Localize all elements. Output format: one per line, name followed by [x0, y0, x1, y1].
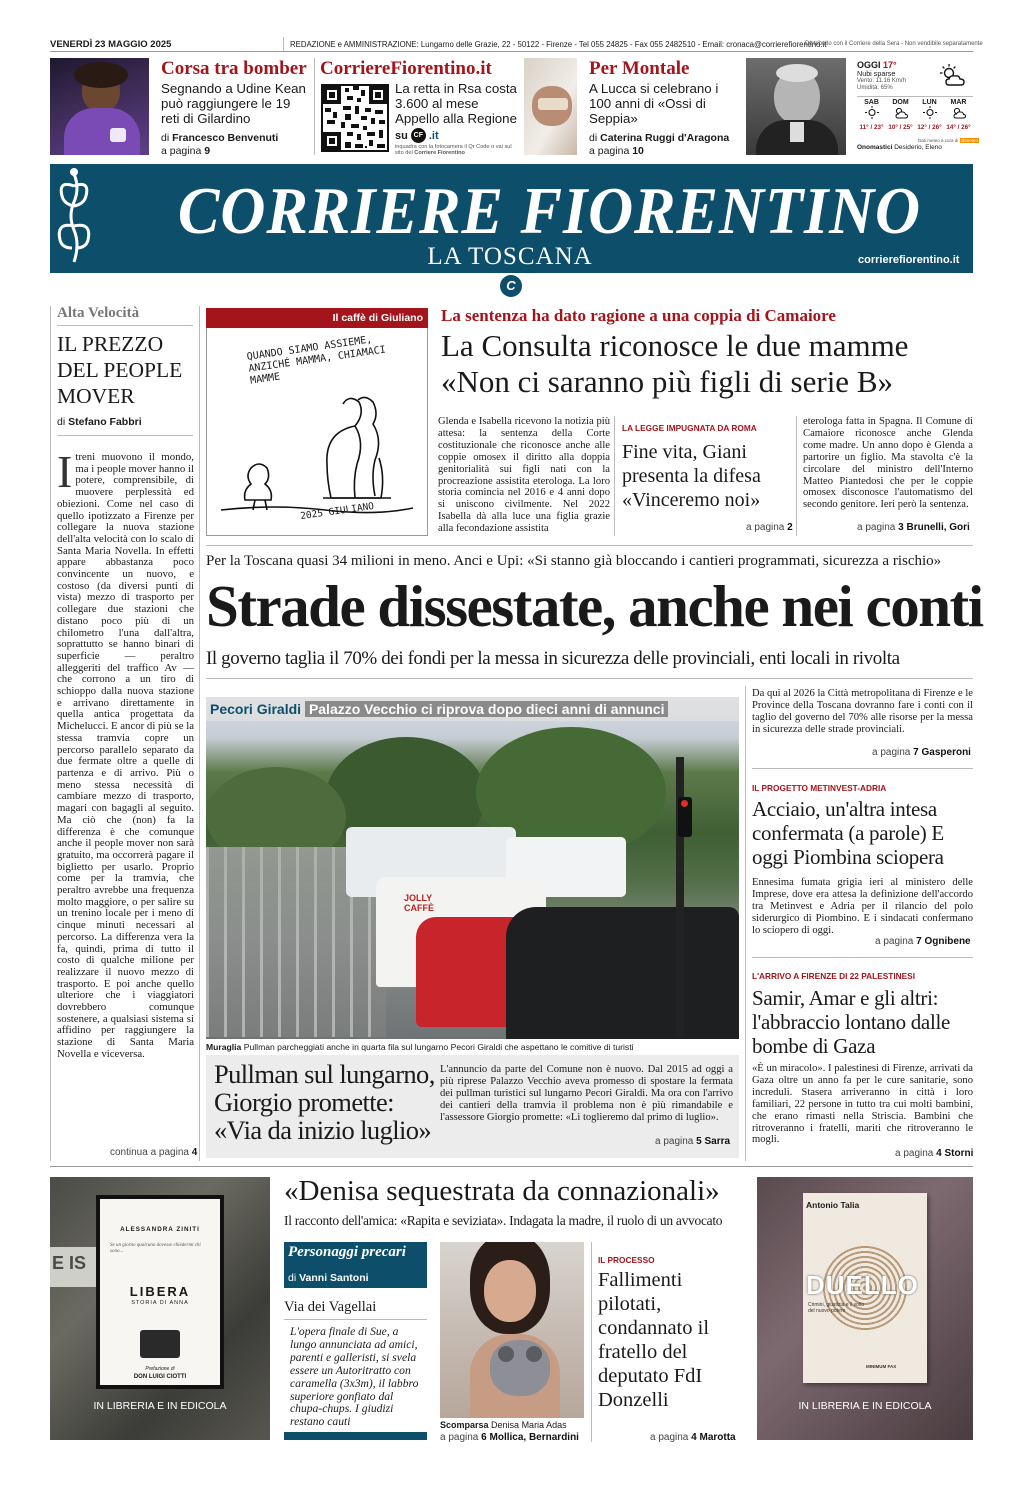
precari-author: Vanni Santoni	[299, 1272, 369, 1284]
van-logo-text: JOLLY CAFFÈ	[404, 893, 434, 913]
acciaio-kicker: IL PROGETTO METINVEST-ADRIA	[752, 783, 887, 793]
precari-street: Via dei Vagellai	[284, 1299, 377, 1315]
consulta-side-kicker: LA LEGGE IMPUGNATA DA ROMA	[622, 423, 757, 433]
gaza-title[interactable]: Samir, Amar e gli altri: l'abbraccio lontano dalle bombe di Gaza	[752, 986, 951, 1058]
pullman-photo	[206, 697, 739, 1039]
editorial-kicker: Alta Velocità	[57, 305, 140, 321]
editorial-body-block	[57, 446, 195, 1061]
ad-wall-text: E IS	[52, 1253, 87, 1273]
pullman-overlay-b: Palazzo Vecchio ci riprova dopo dieci anni di annunci	[305, 701, 669, 717]
weather-forecast	[857, 99, 973, 131]
partly-cloudy-small-icon	[952, 106, 966, 119]
consulta-col3-block	[803, 416, 973, 511]
cartoon-signature: 2025 GIULIANO	[299, 500, 375, 523]
ad-right-author: Antonio Talia	[806, 1200, 860, 1210]
editorial-continue-num: 4	[191, 1147, 198, 1158]
sun-icon	[865, 106, 879, 119]
forecast-day: LUN 12° / 26°	[917, 99, 942, 131]
pullman-title[interactable]: Pullman sul lungarno, Giorgio promette: «Via da inizio luglio»	[214, 1059, 435, 1145]
sport-teaser-title[interactable]: Corsa tra bomber	[161, 58, 307, 79]
consulta-title[interactable]: La Consulta riconosce le due mamme «Non ci saranno più figli di serie B»	[441, 328, 909, 399]
montale-portrait	[746, 58, 846, 155]
gaza-kicker: L'ARRIVO A FIRENZE DI 22 PALESTINESI	[752, 971, 916, 981]
sport-teaser-author: Francesco Benvenuti	[172, 132, 279, 144]
weather-source-brand: 3bmeteo	[960, 138, 979, 143]
weather-source: Dati meteo a cura di	[918, 138, 959, 143]
montale-teaser-page: a pagina	[589, 145, 630, 157]
partly-cloudy-small-icon	[894, 106, 908, 119]
denisa-photo	[440, 1242, 584, 1418]
pullman-caption: Pullman parcheggiati anche in quarta fila sul lungarno Pecori Giraldi che aspettano le comitive di turisti	[243, 1042, 634, 1052]
partly-cloudy-icon	[940, 64, 966, 88]
ad-left-pref: Prefazione di	[145, 1366, 175, 1372]
masthead-badge-icon: C	[500, 275, 522, 297]
acciaio-author: Ognibene	[924, 936, 971, 947]
denisa-page: a pagina	[440, 1432, 479, 1443]
denisa-authors: Mollica, Bernardini	[489, 1432, 579, 1443]
cf-logo-icon: CF	[411, 128, 426, 143]
ad-right-cta: IN LIBRERIA E IN EDICOLA	[798, 1400, 932, 1412]
consulta-col3: eterologa fatta in Spagna. Il Comune di Camaiore riconosce anche Glenda come madre. Un anno dopo è Glenda a partorire un figlio. Ma stavolta c'è la circolare del ministro dell'Interno Matteo Piantedosi che per le coppie omosex disconosce l'automatismo del secondo genitore. Ieri però la sentenza.	[803, 416, 973, 511]
pullman-caption-label: Muraglia	[206, 1042, 242, 1052]
processo-author: Marotta	[699, 1432, 736, 1443]
lead-kicker: Per la Toscana quasi 34 milioni in meno. Anci e Upi: «Si stanno già bloccando i cantieri programmati, sicurezza a rischio»	[206, 553, 942, 569]
ad-left-title: LIBERA	[129, 1284, 191, 1299]
sport-teaser-text: Segnando a Udine Kean può raggiungere le 19 reti di Gilardino	[161, 81, 306, 126]
edition-date: VENERDÌ 23 MAGGIO 2025	[50, 39, 172, 50]
web-teaser-text: La retta in Rsa costa 3.600 al mese Appello alla Regione	[395, 81, 517, 126]
lead-body: Da qui al 2026 la Città metropolitana di Firenze e le Province della Toscana dovranno fare i conti con il taglio del governo del 70% alle risorse per la messa in sicurezza delle strade provinciali.	[752, 688, 973, 735]
consulta-side-title[interactable]: Fine vita, Giani presenta la difesa «Vinceremo noi»	[622, 441, 761, 511]
weather-today-temp: 17°	[883, 60, 897, 70]
cartoon-label: Il caffè di Giuliano	[206, 308, 428, 328]
editorial-by: di	[57, 416, 66, 428]
forecast-day: MAR 14° / 26°	[946, 99, 971, 131]
processo-page: a pagina	[650, 1432, 689, 1443]
editorial-dropcap: I	[57, 446, 73, 497]
denisa-page-num: 6	[481, 1432, 487, 1443]
consulta-authors: Brunelli, Gori	[906, 522, 970, 533]
lead-page: a pagina	[872, 747, 911, 758]
lead-page-num: 7	[913, 747, 919, 758]
ad-left-author: ALESSANDRA ZINITI	[120, 1226, 200, 1233]
precari-by: di	[288, 1272, 297, 1284]
editorial-continue: continua a pagina	[110, 1147, 189, 1158]
ad-left-face	[140, 1330, 180, 1358]
ad-left-pref-name: DON LUIGI CIOTTI	[133, 1374, 187, 1380]
pullman-body: L'annuncio da parte del Comune non è nuovo. Dal 2015 ad oggi a più riprese Palazzo Vecchio aveva promesso di spostare la fermata dei pullman turistici sul lungarno Pecori Giraldi. Ma ora con l'arrivo dei cantieri della tramvia il problema non è più rimandabile e l'assessore Giorgio promette: «Li toglieremo dal primo di luglio».	[440, 1064, 733, 1123]
consulta-kicker: La sentenza ha dato ragione a una coppia di Camaiore	[441, 306, 836, 325]
montale-teaser-text: A Lucca si celebrano i 100 anni di «Ossi di Seppia»	[589, 81, 719, 126]
denisa-title[interactable]: «Denisa sequestrata da connazionali»	[284, 1175, 720, 1207]
web-dotit-label: .it	[428, 129, 439, 142]
masthead-subtitle: LA TOSCANA	[427, 243, 593, 270]
ad-left-cta: IN LIBRERIA E IN EDICOLA	[93, 1400, 227, 1412]
web-su-label: su	[395, 129, 408, 142]
lead-author: Gasperoni	[921, 747, 971, 758]
onomastici-label: Onomastici	[857, 144, 893, 151]
pullman-page: a pagina	[655, 1136, 694, 1147]
precari-footer-bar	[284, 1432, 427, 1440]
weather-today-desc: Nubi sparse	[857, 69, 896, 78]
gaza-page-num: 4	[936, 1148, 942, 1159]
processo-title[interactable]: Fallimenti pilotati, condannato il fratello del deputato FdI Donzelli	[598, 1269, 710, 1411]
ad-right-publisher: MINIMUM FAX	[866, 1364, 897, 1369]
gaza-author: Storni	[944, 1148, 974, 1159]
weather-wind: Vento: 11.16 Km/h	[857, 78, 906, 85]
consulta-col1-block	[438, 416, 610, 535]
editorial-body: treni muovono il mondo, ma i people mover hanno il potere, comprensibile, di muovere perplessità ed obiezioni. Come nel caso di quello ipotizzato a Firenze per collegare la nuova stazione dell'alta velocità con lo scalo di Santa Maria Novella. In effetti appare abbastanza poco convincente un nuovo, e costoso (da diversi punti di vista) mezzo di trasporto per collegare due stazioni che distano poco più di un chilometro l'una dall'altra, soprattutto se hanno binari di superficie — peraltro alleggeriti del traffico Av — che corrono a un tiro di schioppo dalla nuova stazione e arrivano direttamente in quella antica progettata da Michelucci. E ancor di più se la stessa tramvia copre un percorso parallelo separato da due fermate oltre a quelle di partenza e di arrivo. Più o meno stessa necessità di cambiare mezzo di trasporto, magari con bagagli al seguito. Ma ciò che (non) fa la differenza è che comunque anche il people mover non sarà gratuito, ma occorrerà pagare il biglietto per usarlo. Proprio come per la tramvia, che peraltro avrebbe una frequenza molto maggiore, o per salire su un trenino locale per i meno di cinque minuti necessari al percorso. La differenza vera la fa, quindi, prima di tutto il costo di qualche milione per realizzare il nuovo mezzo di trasporto. E poi anche quello ulteriore che i viaggiatori dovrebbero comunque sostenere, a qualsiasi sistema si affidino per raggiungere la stazione di Santa Maria Novella e viceversa.	[57, 451, 195, 1060]
editorial-title[interactable]: IL PREZZO DEL PEOPLE MOVER	[57, 332, 183, 408]
acciaio-title[interactable]: Acciaio, un'altra intesa confermata (a parole) E oggi Piombina sciopera	[752, 797, 944, 869]
gaza-body-block	[752, 1063, 973, 1146]
ad-right-desc: Crimini, giustizia e il volto del nuovo potere	[808, 1302, 865, 1314]
gaza-body: «È un miracolo». I palestinesi di Firenze, arrivati da Gaza oltre un anno fa per le cure sanitarie, sono increduli. Stasera arriveranno in città i loro familiari, 22 persone in tutto tra cui molti bambini, che erano rimasti nella Striscia. Bambini che ritroveranno i fratelli, mariti che ritroveranno le mogli.	[752, 1063, 973, 1146]
consulta-side-page: a pagina	[746, 522, 785, 533]
montale-teaser-page-num: 10	[632, 145, 644, 157]
montale-teaser-by: di	[589, 132, 598, 144]
editorial-address: REDAZIONE e AMMINISTRAZIONE: Lungarno delle Grazie, 22 - 50122 - Firenze - Tel 055 24825 - Fax 055 2482510 - Email: cronaca@corrierefiorentino.it	[290, 40, 827, 49]
forecast-day: SAB 11° / 23°	[859, 99, 884, 131]
weather-humidity: Umidità: 65%	[857, 85, 893, 92]
weather-today-label: OGGI	[857, 60, 881, 70]
precari-label: Personaggi precari	[288, 1244, 406, 1260]
kean-photo	[50, 58, 149, 155]
precari-body: L'opera finale di Sue, a lungo annunciata ad amici, parenti e galleristi, si svela essere un Autoritratto con caramella (3x3m), il labbro superiore gonfiato dal chupa-chups. I giudizi restano cauti	[290, 1325, 419, 1429]
sport-teaser-page-num: 9	[204, 145, 211, 157]
lead-body-block	[752, 688, 973, 736]
consulta-page-num: 3	[898, 522, 904, 533]
qr-code[interactable]	[321, 84, 389, 152]
masthead-url[interactable]: corrierefiorentino.it	[858, 254, 960, 266]
acciaio-body-block	[752, 877, 973, 937]
cartoon-drawing	[215, 380, 420, 525]
forecast-day: DOM 10° / 25°	[888, 99, 913, 131]
pullman-page-num: 5	[696, 1136, 702, 1147]
montale-teaser-author: Caterina Ruggi d'Aragona	[600, 132, 730, 144]
pullman-author: Sarra	[704, 1136, 731, 1147]
masthead-title: CORRIERE FIORENTINO	[177, 174, 921, 248]
qr-note-brand: Corriere Fiorentino	[414, 150, 465, 157]
sport-teaser-by: di	[161, 132, 170, 144]
ad-right-title: DUELLO	[806, 1270, 919, 1300]
gaza-page: a pagina	[895, 1148, 934, 1159]
denisa-photo-label: Scomparsa	[440, 1420, 489, 1430]
lead-subtitle: Il governo taglia il 70% dei fondi per la messa in sicurezza delle provinciali, enti locali in rivolta	[206, 648, 900, 669]
consulta-page: a pagina	[857, 522, 896, 533]
acciaio-page: a pagina	[875, 936, 914, 947]
consulta-side-page-num: 2	[787, 522, 793, 533]
processo-kicker: IL PROCESSO	[598, 1255, 655, 1265]
cartoon-speech: QUANDO SIAMO ASSIEME, ANZICHÉ MAMMA, CHIAMACI MAMME	[246, 334, 387, 387]
denisa-photo-caption: Denisa Maria Adas	[491, 1420, 567, 1430]
lead-title[interactable]: Strade dissestate, anche nei conti	[206, 573, 983, 639]
montale-teaser-title[interactable]: Per Montale	[589, 58, 690, 79]
pullman-overlay-a: Pecori Giraldi	[210, 701, 302, 717]
denisa-subtitle: Il racconto dell'amica: «Rapita e seviziata». Indagata la madre, il ruolo di un avvocato	[284, 1213, 723, 1228]
consulta-col1: Glenda e Isabella ricevono la notizia più attesa: la sentenza della Corte costituzionale che riconosce anche alle coppie omosex il diritto alla doppia genitorialità sui figli nati con la procreazione assistita eterologa. La loro storia comincia nel 2016 e 4 anni dopo si uniscono civilmente. Nel 2022 Isabella dà alla luce una figlia grazie alla fecondazione assistita	[438, 416, 610, 535]
ad-left-quote: Se un giorno qualcuno dovesse chiedermi chi sono...	[110, 1243, 201, 1254]
onomastici-names: Desiderio, Eleno	[894, 144, 942, 151]
pullman-overlay	[206, 697, 739, 721]
sun-icon	[923, 106, 937, 119]
acciaio-page-num: 7	[916, 936, 922, 947]
montale-hand-photo	[524, 58, 577, 155]
pullman-body-block	[440, 1064, 733, 1124]
web-teaser-title[interactable]: CorriereFiorentino.it	[320, 58, 492, 79]
qr-note: inquadra con la fotocamera il Qr Code o vai sul sito del	[395, 144, 512, 157]
ad-left-subtitle: STORIA DI ANNA	[131, 1300, 189, 1306]
acciaio-body: Ennesima fumata grigia ieri al ministero delle Imprese, dove era attesa la definizione dell'accordo tra Metinvest e Adria per il rilancio del polo siderurgico di Piombino. E i sindacati confermano lo sciopero di oggi.	[752, 877, 973, 936]
distribution-note: Distribuito con il Corriere della Sera - Non vendibile separatamente	[805, 41, 983, 47]
florence-lily-icon	[52, 166, 96, 271]
processo-page-num: 4	[691, 1432, 697, 1443]
editorial-author: Stefano Fabbri	[68, 416, 142, 428]
sport-teaser-page: a pagina	[161, 145, 202, 157]
